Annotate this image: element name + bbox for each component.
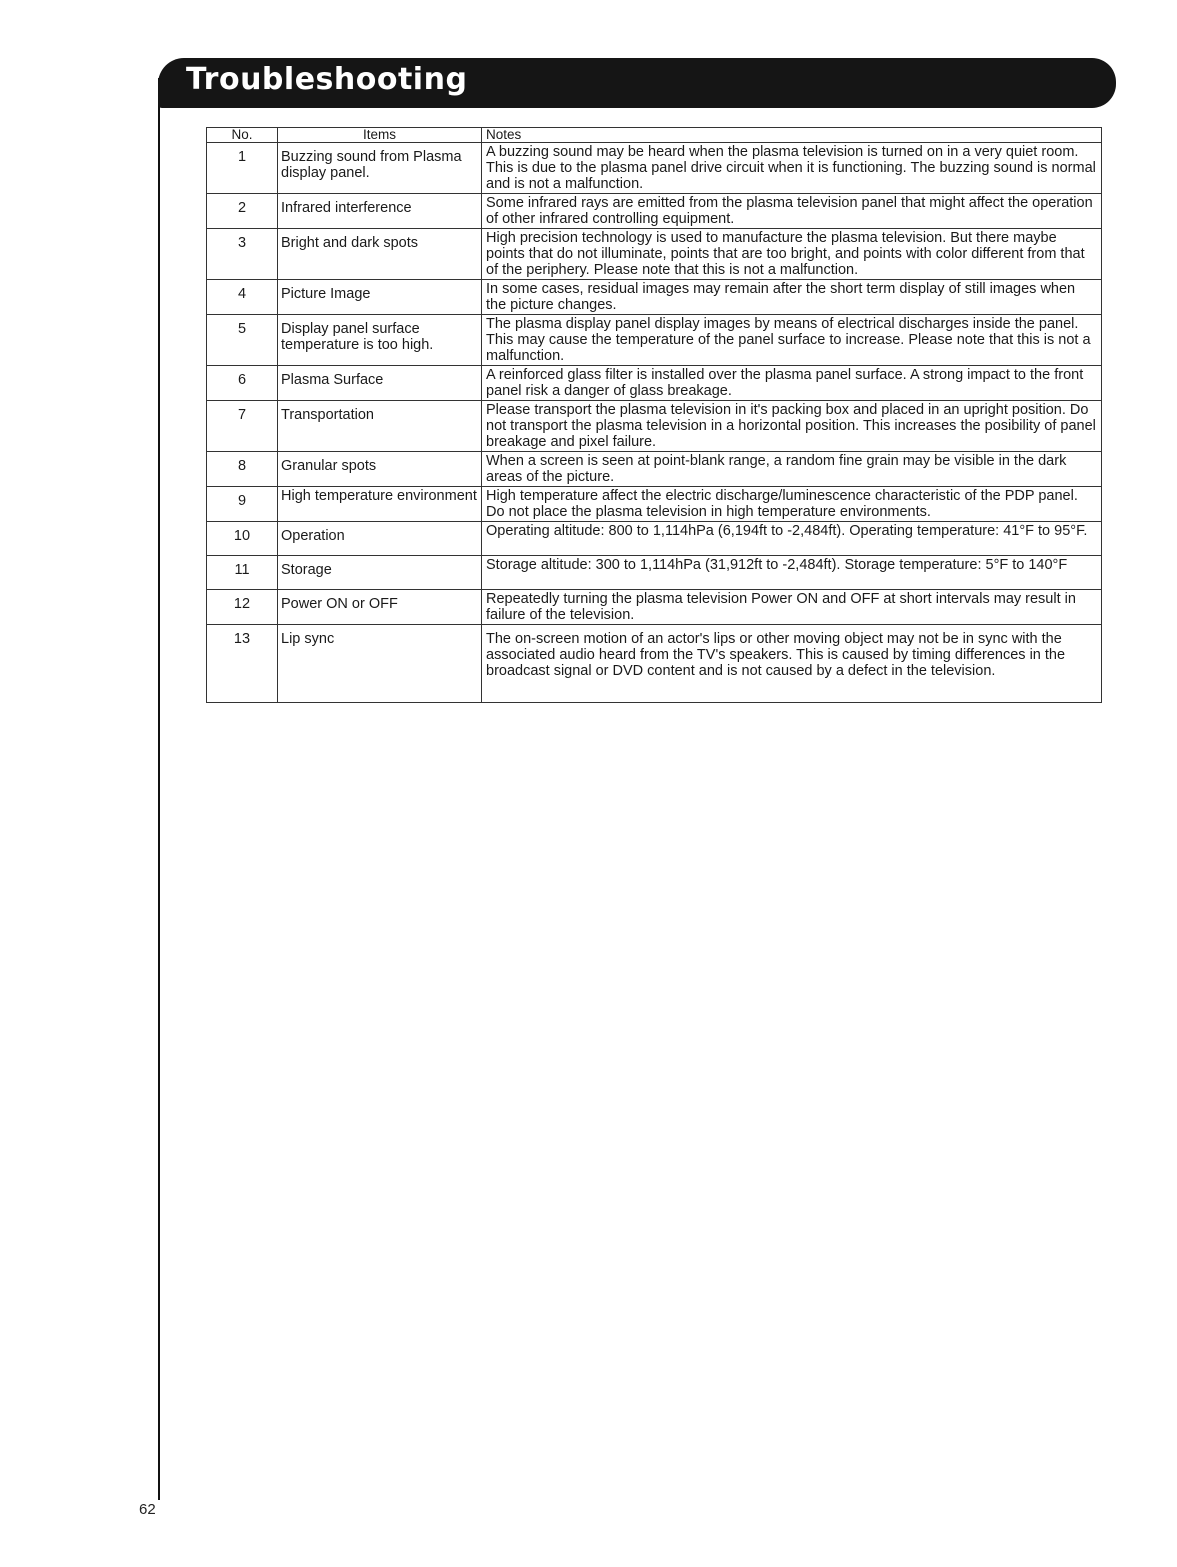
table-row (207, 556, 1102, 590)
header-no: No. (207, 128, 278, 143)
row-notes: Storage altitude: 300 to 1,114hPa (31,912ft to -2,484ft). Storage temperature: 5°F to 140°F (482, 556, 1102, 590)
row-notes: A buzzing sound may be heard when the plasma television is turned on in a very quiet room. This is due to the plasma panel drive circuit when it is functioning. The buzzing sound is normal and is not a malfunction. (482, 143, 1102, 194)
row-number: 8 (207, 452, 278, 487)
row-notes: Repeatedly turning the plasma television Power ON and OFF at short intervals may result in failure of the television. (482, 590, 1102, 625)
row-item: Buzzing sound from Plasma display panel. (278, 143, 482, 194)
row-number: 9 (207, 487, 278, 522)
row-number: 10 (207, 522, 278, 556)
row-notes: A reinforced glass filter is installed over the plasma panel surface. A strong impact to the front panel risk a danger of glass breakage. (482, 366, 1102, 401)
table-row (207, 487, 1102, 522)
troubleshooting-table (206, 127, 1102, 703)
table-header-row (207, 128, 1102, 143)
table-row (207, 590, 1102, 625)
row-item: Lip sync (278, 625, 482, 703)
page-title: Troubleshooting (186, 62, 468, 97)
row-number: 5 (207, 315, 278, 366)
row-number: 13 (207, 625, 278, 703)
table-row (207, 280, 1102, 315)
row-number: 3 (207, 229, 278, 280)
row-notes: High precision technology is used to manufacture the plasma television. But there maybe points that do not illuminate, points that are too bright, and points with color different from that of the periphery. Please note that this is not a malfunction. (482, 229, 1102, 280)
row-item: Display panel surface temperature is too high. (278, 315, 482, 366)
table-row (207, 452, 1102, 487)
row-item: Transportation (278, 401, 482, 452)
table-row (207, 522, 1102, 556)
left-margin-rule (158, 78, 160, 1500)
header-notes: Notes (482, 128, 1102, 143)
row-item: Storage (278, 556, 482, 590)
table-row (207, 366, 1102, 401)
table-row (207, 315, 1102, 366)
row-number: 2 (207, 194, 278, 229)
row-number: 6 (207, 366, 278, 401)
row-notes: The plasma display panel display images by means of electrical discharges inside the panel. This may cause the temperature of the panel surface to increase. Please note that this is not a malfunction. (482, 315, 1102, 366)
table-row (207, 229, 1102, 280)
table-row (207, 625, 1102, 703)
row-item: Power ON or OFF (278, 590, 482, 625)
header-items: Items (278, 128, 482, 143)
row-notes: Operating altitude: 800 to 1,114hPa (6,194ft to -2,484ft). Operating temperature: 41°F to 95°F. (482, 522, 1102, 556)
page-number: 62 (139, 1501, 156, 1518)
table-row (207, 194, 1102, 229)
row-item: Granular spots (278, 452, 482, 487)
row-item: Infrared interference (278, 194, 482, 229)
row-item: Bright and dark spots (278, 229, 482, 280)
row-notes: Please transport the plasma television in it's packing box and placed in an upright position. Do not transport the plasma television in a horizontal position. This increases the posibility of panel breakage and pixel failure. (482, 401, 1102, 452)
row-number: 4 (207, 280, 278, 315)
row-item: Picture Image (278, 280, 482, 315)
row-notes: The on-screen motion of an actor's lips or other moving object may not be in sync with the associated audio heard from the TV's speakers. This is caused by timing differences in the broadcast signal or DVD content and is not caused by a defect in the television. (482, 625, 1102, 703)
row-item: High temperature environment (278, 487, 482, 522)
row-number: 12 (207, 590, 278, 625)
row-number: 11 (207, 556, 278, 590)
row-item: Operation (278, 522, 482, 556)
row-notes: When a screen is seen at point-blank range, a random fine grain may be visible in the dark areas of the picture. (482, 452, 1102, 487)
row-notes: Some infrared rays are emitted from the plasma television panel that might affect the operation of other infrared controlling equipment. (482, 194, 1102, 229)
table-row (207, 143, 1102, 194)
row-number: 1 (207, 143, 278, 194)
row-notes: High temperature affect the electric discharge/luminescence characteristic of the PDP panel. Do not place the plasma television in high temperature environments. (482, 487, 1102, 522)
row-item: Plasma Surface (278, 366, 482, 401)
row-notes: In some cases, residual images may remain after the short term display of still images when the picture changes. (482, 280, 1102, 315)
table-row (207, 401, 1102, 452)
row-number: 7 (207, 401, 278, 452)
